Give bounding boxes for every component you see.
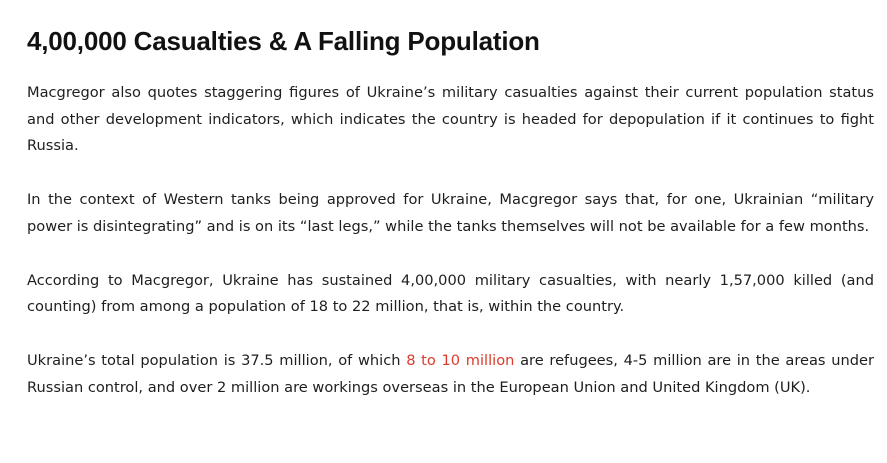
paragraph-total-population <box>27 348 874 401</box>
paragraph-text-after-link: are refugees, 4-5 million are in the areas under Russian control, and over 2 million are workings overseas in the European Union and United Kingdom (UK). <box>27 351 874 396</box>
paragraph-western-tanks: In the context of Western tanks being approved for Ukraine, Macgregor says that, for one, Ukrainian “military power is disintegrating” and is on its “last legs,” while the tanks themselves will not be available for a few months. <box>27 191 874 235</box>
paragraph-casualty-figures: Macgregor also quotes staggering figures of Ukraine’s military casualties against their current population status and other development indicators, which indicates the country is headed for depopulation if it continues to fight Russia. <box>27 84 874 155</box>
paragraph-military-casualties: According to Macgregor, Ukraine has sustained 4,00,000 military casualties, with nearly 1,57,000 killed (and counting) from among a population of 18 to 22 million, that is, within the country. <box>27 271 874 316</box>
article-body <box>27 24 874 401</box>
refugees-link[interactable]: 8 to 10 million <box>406 351 515 369</box>
section-heading: 4,00,000 Casualties & A Falling Population <box>27 26 540 56</box>
paragraph-text-before-link: Ukraine’s total population is 37.5 million, of which <box>27 351 407 369</box>
